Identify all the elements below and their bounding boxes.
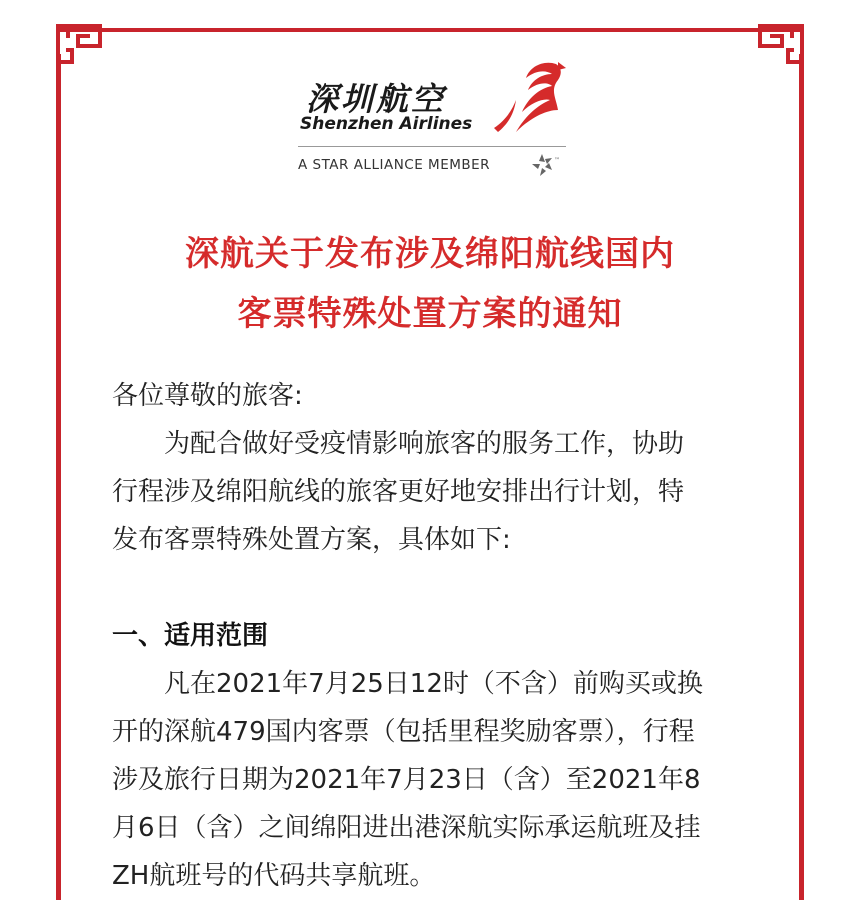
logo-chinese-name: 深圳航空 [306, 80, 447, 118]
section-1-line-2: 开的深航479国内客票（包括里程奖励客票），行程 [112, 717, 695, 747]
section-1-line-1: 凡在2021年7月25日12时（不含）前购买或换 [164, 669, 703, 699]
section-1-line-3: 涉及旅行日期为2021年7月23日（含）至2021年8 [112, 765, 701, 795]
fret-corner-left-ornament [50, 22, 104, 76]
fret-corner-right-ornament [756, 22, 810, 76]
frame-left-border [56, 54, 61, 900]
notice-title-line-2: 客票特殊处置方案的通知 [237, 294, 623, 334]
frame-right-border [799, 54, 804, 900]
intro-line-1: 为配合做好受疫情影响旅客的服务工作，协助 [164, 429, 685, 459]
section-1-heading: 一、适用范围 [112, 621, 269, 651]
logo-alliance-text: A STAR ALLIANCE MEMBER [298, 157, 491, 173]
svg-text:™: ™ [554, 157, 560, 164]
intro-line-3: 发布客票特殊处置方案，具体如下: [112, 525, 511, 555]
logo-divider [298, 146, 566, 147]
notice-title-line-1: 深航关于发布涉及绵阳航线国内 [185, 234, 675, 274]
kunpeng-bird-icon [486, 58, 568, 136]
shenzhen-airlines-logo [298, 70, 578, 180]
frame-top-border [56, 28, 804, 32]
logo-english-name: Shenzhen Airlines [300, 114, 473, 134]
section-1-line-5: ZH航班号的代码共享航班。 [112, 861, 436, 891]
intro-line-2: 行程涉及绵阳航线的旅客更好地安排出行计划，特 [112, 477, 685, 507]
star-alliance-icon [528, 152, 562, 178]
section-1-line-4: 月6日（含）之间绵阳进出港深航实际承运航班及挂 [112, 813, 701, 843]
greeting: 各位尊敬的旅客: [112, 381, 303, 411]
